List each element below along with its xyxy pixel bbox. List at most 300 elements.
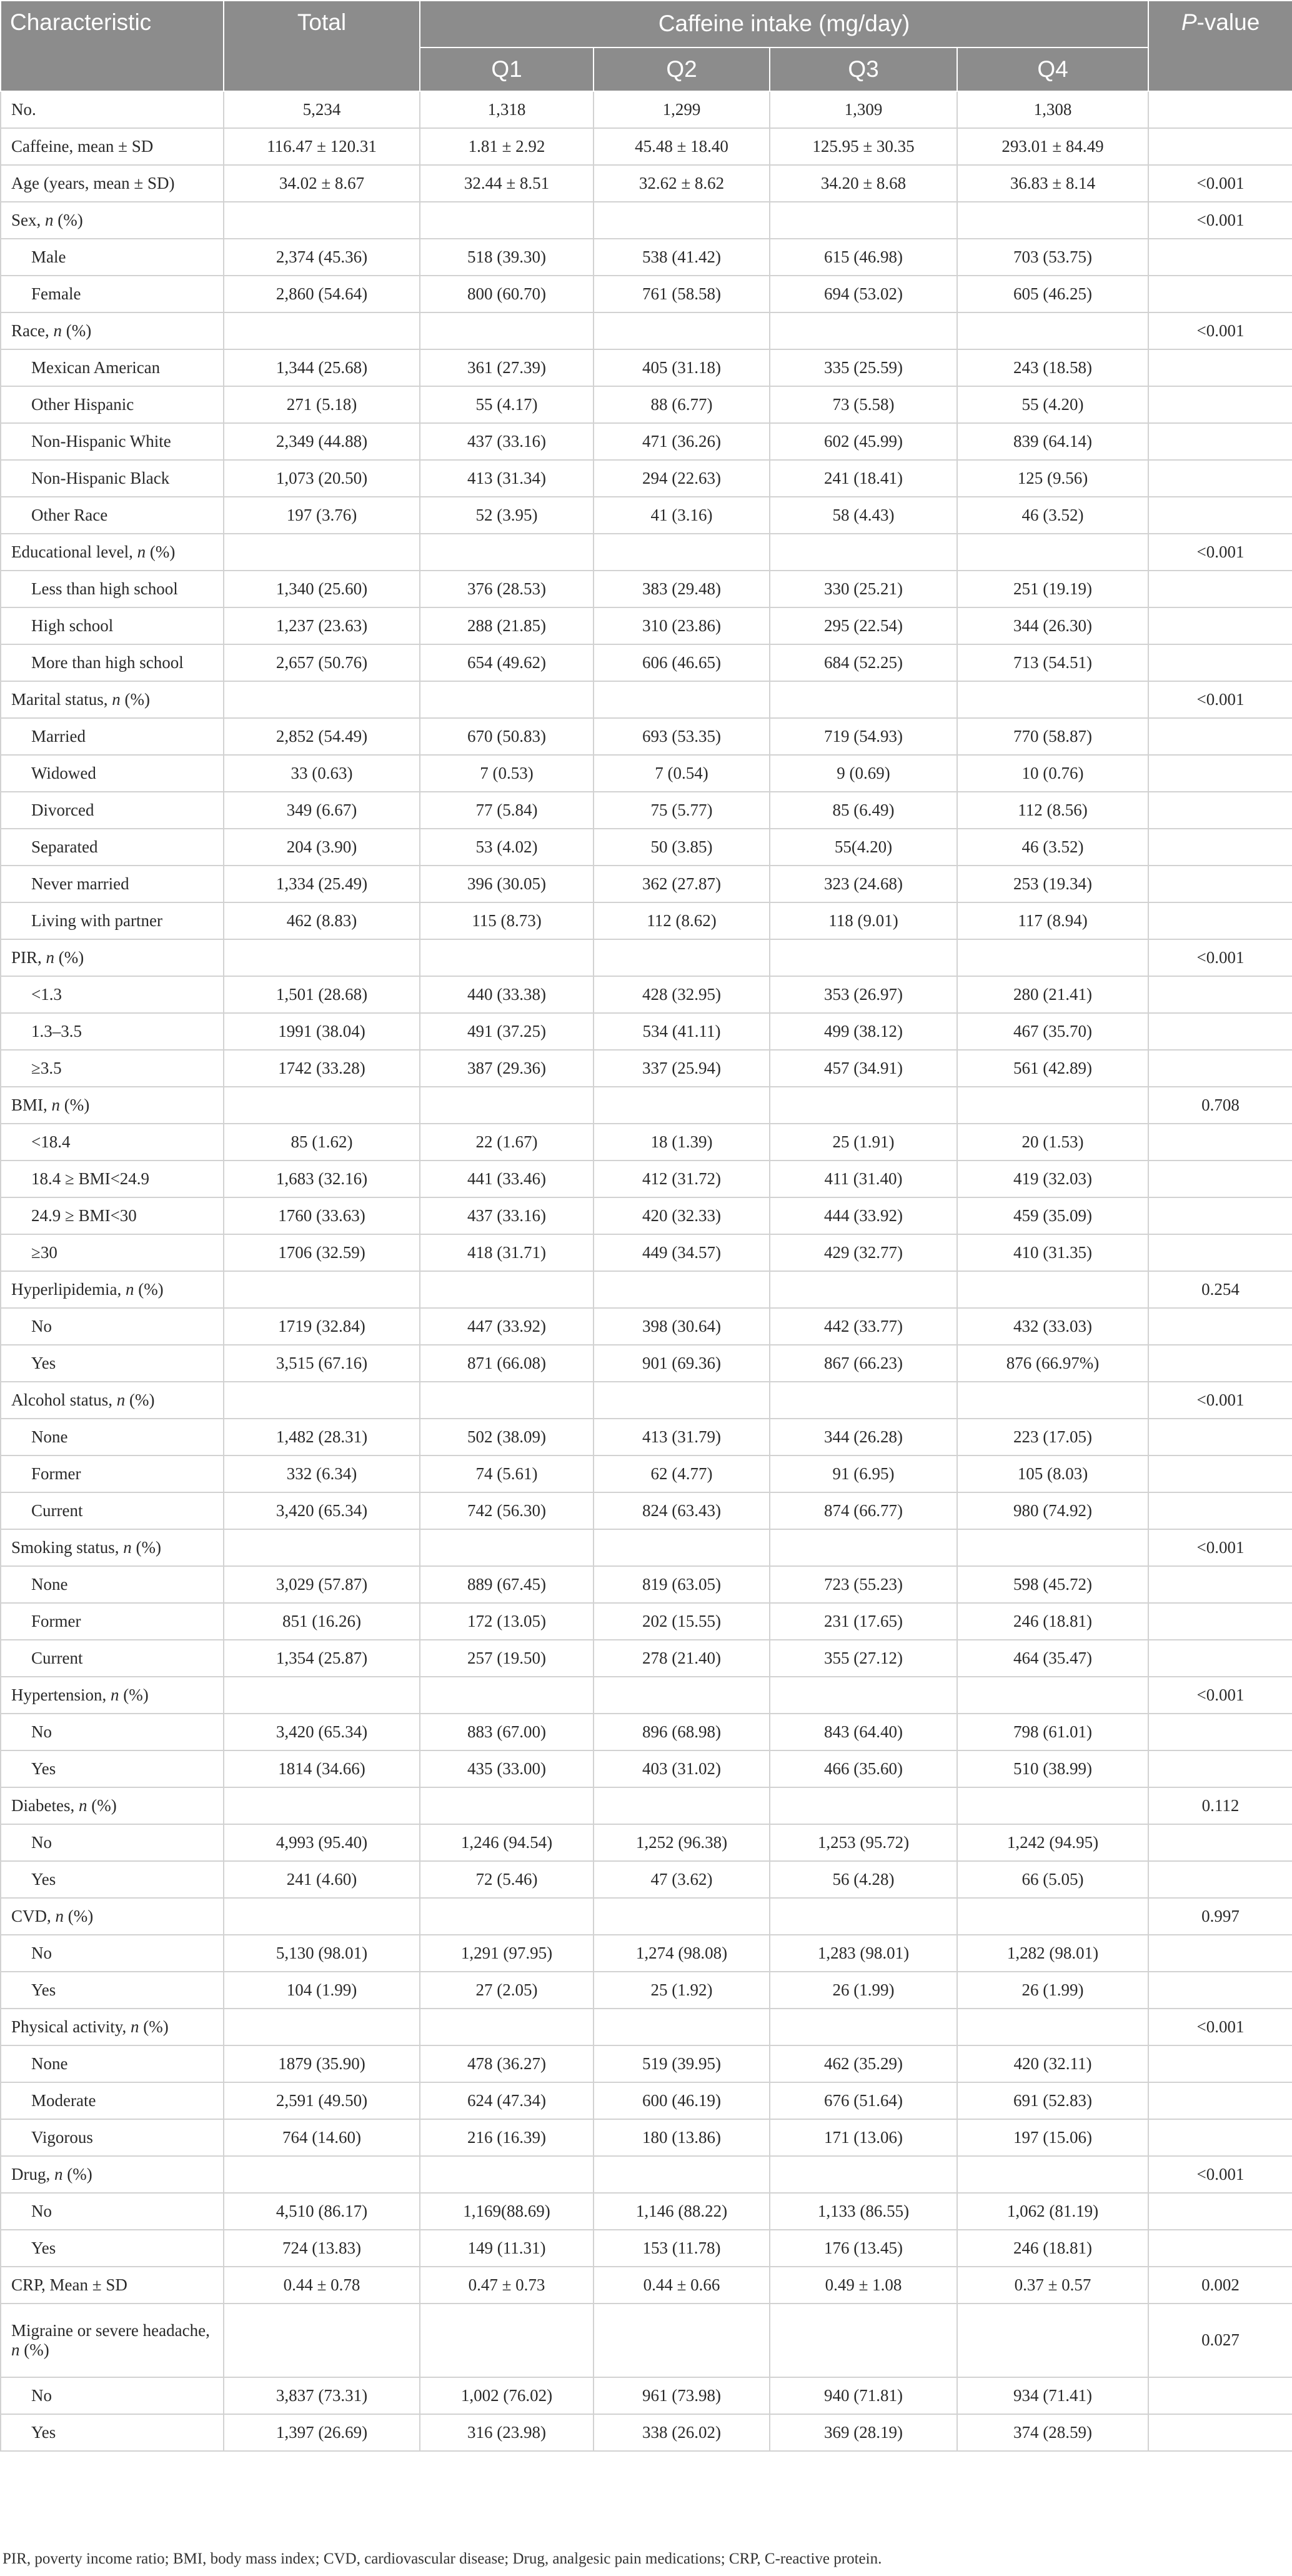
cell-q3: 176 (13.45) [770, 2230, 957, 2267]
table-row [1, 1935, 1292, 1972]
label-italic: n [130, 2017, 139, 2036]
subcategory-label [1, 2082, 224, 2119]
header-total: Total [224, 1, 420, 91]
cell-q4: 798 (61.01) [957, 1714, 1148, 1750]
characteristic-label [1, 202, 224, 239]
table-row [1, 939, 1292, 976]
cell-q1: 871 (66.08) [420, 1345, 594, 1382]
cell-q1 [420, 2304, 594, 2377]
subcategory-label [1, 976, 224, 1013]
cell-q1: 376 (28.53) [420, 571, 594, 607]
label-text: Female [31, 284, 81, 303]
table-row [1, 165, 1292, 202]
label-text: Race, [11, 321, 54, 340]
cell-q1 [420, 202, 594, 239]
cell-total: 271 (5.18) [224, 386, 420, 423]
cell-q4: 112 (8.56) [957, 792, 1148, 829]
subcategory-label [1, 1013, 224, 1050]
label-text: Current [31, 1500, 83, 1520]
label-suffix: (%) [87, 1795, 117, 1815]
table-row [1, 349, 1292, 386]
p-value-cell [1148, 1566, 1292, 1603]
table-row [1, 866, 1292, 902]
cell-q1 [420, 312, 594, 349]
cell-q2: 1,146 (88.22) [594, 2193, 770, 2230]
label-suffix: (%) [131, 1537, 162, 1557]
subcategory-label [1, 829, 224, 866]
p-value-cell [1148, 349, 1292, 386]
table-row [1, 423, 1292, 460]
p-value-cell: 0.002 [1148, 2267, 1292, 2304]
cell-q4: 605 (46.25) [957, 276, 1148, 312]
cell-total: 1,683 (32.16) [224, 1161, 420, 1197]
cell-q2: 338 (26.02) [594, 2414, 770, 2451]
characteristic-label [1, 1787, 224, 1824]
p-value-cell: 0.112 [1148, 1787, 1292, 1824]
cell-q4 [957, 1677, 1148, 1714]
cell-q2: 45.48 ± 18.40 [594, 128, 770, 165]
subcategory-label [1, 1455, 224, 1492]
table-row [1, 2082, 1292, 2119]
table-row [1, 1382, 1292, 1419]
cell-q3 [770, 1087, 957, 1124]
header-p-value [1148, 1, 1292, 91]
cell-q1: 418 (31.71) [420, 1234, 594, 1271]
cell-total [224, 1787, 420, 1824]
label-text: ≥3.5 [31, 1058, 62, 1077]
cell-total: 1991 (38.04) [224, 1013, 420, 1050]
cell-q2: 50 (3.85) [594, 829, 770, 866]
cell-total: 1,482 (28.31) [224, 1419, 420, 1455]
cell-q3 [770, 2304, 957, 2377]
table-row [1, 2045, 1292, 2082]
label-text: None [31, 2054, 68, 2073]
subcategory-label [1, 1124, 224, 1161]
subcategory-label [1, 2230, 224, 2267]
cell-total: 116.47 ± 120.31 [224, 128, 420, 165]
subcategory-label [1, 2377, 224, 2414]
subcategory-label [1, 792, 224, 829]
cell-q2: 1,274 (98.08) [594, 1935, 770, 1972]
label-text: Caffeine, mean ± SD [11, 136, 154, 156]
cell-q4: 36.83 ± 8.14 [957, 165, 1148, 202]
cell-total: 2,657 (50.76) [224, 644, 420, 681]
cell-total: 1,354 (25.87) [224, 1640, 420, 1677]
cell-q2: 403 (31.02) [594, 1750, 770, 1787]
cell-q2 [594, 202, 770, 239]
cell-total [224, 312, 420, 349]
table-row [1, 2267, 1292, 2304]
label-text: Other Race [31, 505, 108, 524]
label-text: Drug, [11, 2164, 54, 2184]
cell-q2: 294 (22.63) [594, 460, 770, 497]
label-italic: n [45, 210, 54, 229]
p-value-cell [1148, 755, 1292, 792]
cell-q2: 337 (25.94) [594, 1050, 770, 1087]
cell-q3: 34.20 ± 8.68 [770, 165, 957, 202]
cell-q4: 934 (71.41) [957, 2377, 1148, 2414]
cell-q2: 7 (0.54) [594, 755, 770, 792]
cell-total: 1706 (32.59) [224, 1234, 420, 1271]
label-text: Hyperlipidemia, [11, 1279, 126, 1299]
cell-q2: 1,252 (96.38) [594, 1824, 770, 1861]
cell-q2: 761 (58.58) [594, 276, 770, 312]
cell-q4 [957, 202, 1148, 239]
cell-q2: 519 (39.95) [594, 2045, 770, 2082]
cell-q1: 447 (33.92) [420, 1308, 594, 1345]
cell-q4: 459 (35.09) [957, 1197, 1148, 1234]
table-row [1, 312, 1292, 349]
cell-q2 [594, 1898, 770, 1935]
cell-q3: 241 (18.41) [770, 460, 957, 497]
cell-q3 [770, 312, 957, 349]
cell-total [224, 2304, 420, 2377]
cell-q2: 62 (4.77) [594, 1455, 770, 1492]
cell-q2 [594, 1677, 770, 1714]
p-value-cell [1148, 902, 1292, 939]
cell-q4: 419 (32.03) [957, 1161, 1148, 1197]
cell-total [224, 1529, 420, 1566]
p-value-cell [1148, 1308, 1292, 1345]
cell-q1: 32.44 ± 8.51 [420, 165, 594, 202]
cell-q4 [957, 1382, 1148, 1419]
cell-q3: 58 (4.43) [770, 497, 957, 534]
characteristic-label [1, 681, 224, 718]
label-italic: n [78, 1795, 87, 1815]
cell-q3: 940 (71.81) [770, 2377, 957, 2414]
p-value-cell [1148, 1161, 1292, 1197]
label-text: No [31, 1316, 52, 1335]
characteristic-label [1, 1271, 224, 1308]
cell-q1: 27 (2.05) [420, 1972, 594, 2009]
cell-q2: 25 (1.92) [594, 1972, 770, 2009]
table-row [1, 1455, 1292, 1492]
label-text: <18.4 [31, 1132, 71, 1151]
cell-q3 [770, 1382, 957, 1419]
characteristic-label [1, 2267, 224, 2304]
subcategory-label [1, 1419, 224, 1455]
cell-q4: 117 (8.94) [957, 902, 1148, 939]
p-value-cell [1148, 1050, 1292, 1087]
label-italic: n [55, 1906, 64, 1925]
table-footnote: PIR, poverty income ratio; BMI, body mass index; CVD, cardiovascular disease; Drug, analgesic pain medications; CRP, C-reactive protein. [2, 2550, 882, 2567]
cell-q4: 1,242 (94.95) [957, 1824, 1148, 1861]
cell-total: 241 (4.60) [224, 1861, 420, 1898]
table-row [1, 1087, 1292, 1124]
cell-q4: 1,062 (81.19) [957, 2193, 1148, 2230]
cell-total: 1760 (33.63) [224, 1197, 420, 1234]
cell-q1: 440 (33.38) [420, 976, 594, 1013]
subcategory-label [1, 239, 224, 276]
cell-q2: 896 (68.98) [594, 1714, 770, 1750]
label-text: CVD, [11, 1906, 56, 1925]
cell-total: 1,334 (25.49) [224, 866, 420, 902]
label-text: Current [31, 1648, 83, 1667]
label-text: Living with partner [31, 911, 162, 930]
cell-total: 4,993 (95.40) [224, 1824, 420, 1861]
cell-q3: 0.49 ± 1.08 [770, 2267, 957, 2304]
p-value-cell [1148, 1714, 1292, 1750]
cell-q4: 251 (19.19) [957, 571, 1148, 607]
subcategory-label [1, 1714, 224, 1750]
label-text: Physical activity, [11, 2017, 131, 2036]
label-text: Less than high school [31, 579, 178, 598]
p-value-cell: <0.001 [1148, 681, 1292, 718]
characteristic-label [1, 1529, 224, 1566]
p-value-cell [1148, 1345, 1292, 1382]
cell-total: 34.02 ± 8.67 [224, 165, 420, 202]
table-row [1, 644, 1292, 681]
cell-q3: 1,133 (86.55) [770, 2193, 957, 2230]
characteristic-label [1, 1087, 224, 1124]
cell-q4: 703 (53.75) [957, 239, 1148, 276]
subcategory-label [1, 2414, 224, 2451]
p-value-cell: <0.001 [1148, 1529, 1292, 1566]
cell-q2: 819 (63.05) [594, 1566, 770, 1603]
table-body [1, 91, 1292, 2451]
label-text: No [31, 1832, 52, 1852]
label-suffix: (%) [146, 542, 176, 561]
cell-q1: 518 (39.30) [420, 239, 594, 276]
p-value-cell: 0.254 [1148, 1271, 1292, 1308]
label-italic: n [51, 1095, 61, 1114]
table-row [1, 1714, 1292, 1750]
cell-q2: 600 (46.19) [594, 2082, 770, 2119]
p-value-cell: 0.027 [1148, 2304, 1292, 2377]
cell-q3: 723 (55.23) [770, 1566, 957, 1603]
p-value-cell [1148, 1603, 1292, 1640]
subcategory-label [1, 386, 224, 423]
p-value-cell: 0.708 [1148, 1087, 1292, 1124]
cell-q2: 88 (6.77) [594, 386, 770, 423]
label-italic: n [116, 1390, 126, 1409]
cell-q4: 839 (64.14) [957, 423, 1148, 460]
cell-q2 [594, 312, 770, 349]
cell-q1 [420, 1787, 594, 1824]
cell-q1 [420, 534, 594, 571]
subcategory-label [1, 1492, 224, 1529]
cell-q1: 437 (33.16) [420, 1197, 594, 1234]
cell-total: 3,029 (57.87) [224, 1566, 420, 1603]
label-suffix: (%) [125, 1390, 155, 1409]
label-text: Age (years, mean ± SD) [11, 173, 175, 192]
cell-q3: 411 (31.40) [770, 1161, 957, 1197]
cell-total [224, 1382, 420, 1419]
label-text: Yes [31, 1869, 56, 1889]
table-row [1, 534, 1292, 571]
p-value-cell: <0.001 [1148, 2009, 1292, 2045]
subcategory-label [1, 1050, 224, 1087]
subcategory-label [1, 1750, 224, 1787]
p-value-cell [1148, 1640, 1292, 1677]
cell-q4 [957, 939, 1148, 976]
table-row [1, 386, 1292, 423]
p-value-cell: <0.001 [1148, 202, 1292, 239]
cell-q4: 691 (52.83) [957, 2082, 1148, 2119]
cell-total: 1719 (32.84) [224, 1308, 420, 1345]
cell-q2 [594, 2009, 770, 2045]
characteristic-label [1, 2009, 224, 2045]
cell-total [224, 534, 420, 571]
cell-q1 [420, 1898, 594, 1935]
characteristic-label [1, 165, 224, 202]
label-suffix: (%) [64, 1906, 94, 1925]
label-text: Educational level, [11, 542, 137, 561]
label-italic: n [112, 689, 121, 709]
cell-q3: 9 (0.69) [770, 755, 957, 792]
cell-q2: 693 (53.35) [594, 718, 770, 755]
cell-q1: 883 (67.00) [420, 1714, 594, 1750]
cell-q2: 153 (11.78) [594, 2230, 770, 2267]
subcategory-label [1, 2045, 224, 2082]
p-value-cell [1148, 792, 1292, 829]
p-value-cell [1148, 571, 1292, 607]
cell-q4: 598 (45.72) [957, 1566, 1148, 1603]
characteristic-label [1, 939, 224, 976]
cell-q3 [770, 202, 957, 239]
cell-q4: 197 (15.06) [957, 2119, 1148, 2156]
label-text: Separated [31, 837, 98, 856]
cell-q4: 980 (74.92) [957, 1492, 1148, 1529]
p-value-cell [1148, 91, 1292, 128]
cell-q2: 398 (30.64) [594, 1308, 770, 1345]
cell-q3: 499 (38.12) [770, 1013, 957, 1050]
subcategory-label [1, 460, 224, 497]
subcategory-label [1, 1308, 224, 1345]
cell-q1 [420, 1271, 594, 1308]
cell-q4: 55 (4.20) [957, 386, 1148, 423]
cell-q1: 478 (36.27) [420, 2045, 594, 2082]
cell-total [224, 939, 420, 976]
cell-q2 [594, 1087, 770, 1124]
table-row [1, 276, 1292, 312]
cell-q4: 20 (1.53) [957, 1124, 1148, 1161]
table-row [1, 1419, 1292, 1455]
cell-q4: 770 (58.87) [957, 718, 1148, 755]
cell-q3: 353 (26.97) [770, 976, 957, 1013]
table-row [1, 2414, 1292, 2451]
label-text: Former [31, 1611, 81, 1630]
p-value-cell [1148, 2377, 1292, 2414]
label-suffix: (%) [120, 689, 150, 709]
cell-q2: 961 (73.98) [594, 2377, 770, 2414]
table-row [1, 792, 1292, 829]
cell-q2: 0.44 ± 0.66 [594, 2267, 770, 2304]
p-value-cell: 0.997 [1148, 1898, 1292, 1935]
label-text: Mexican American [31, 357, 161, 377]
cell-q3: 442 (33.77) [770, 1308, 957, 1345]
cell-q4: 344 (26.30) [957, 607, 1148, 644]
table-row [1, 607, 1292, 644]
header-p-italic: P [1181, 9, 1197, 35]
table-row [1, 1824, 1292, 1861]
p-value-cell [1148, 128, 1292, 165]
cell-q4: 10 (0.76) [957, 755, 1148, 792]
p-value-cell [1148, 1197, 1292, 1234]
cell-q2: 310 (23.86) [594, 607, 770, 644]
cell-q1: 7 (0.53) [420, 755, 594, 792]
p-value-cell: <0.001 [1148, 1382, 1292, 1419]
cell-total [224, 1677, 420, 1714]
cell-q2 [594, 1271, 770, 1308]
cell-q4: 280 (21.41) [957, 976, 1148, 1013]
label-suffix: (%) [134, 1279, 164, 1299]
cell-q1: 55 (4.17) [420, 386, 594, 423]
cell-q3: 444 (33.92) [770, 1197, 957, 1234]
cell-q1: 316 (23.98) [420, 2414, 594, 2451]
cell-q2: 412 (31.72) [594, 1161, 770, 1197]
cell-q2: 413 (31.79) [594, 1419, 770, 1455]
header-p-rest: -value [1196, 9, 1260, 35]
cell-q4: 243 (18.58) [957, 349, 1148, 386]
subcategory-label [1, 644, 224, 681]
cell-q4: 1,308 [957, 91, 1148, 128]
cell-q3: 602 (45.99) [770, 423, 957, 460]
cell-q2: 18 (1.39) [594, 1124, 770, 1161]
cell-q2: 1,299 [594, 91, 770, 128]
cell-q3: 231 (17.65) [770, 1603, 957, 1640]
header-q4: Q4 [957, 47, 1148, 91]
label-text: Yes [31, 1980, 56, 1999]
label-text: Non-Hispanic White [31, 431, 171, 451]
p-value-cell [1148, 2193, 1292, 2230]
cell-q3 [770, 1529, 957, 1566]
cell-q1: 361 (27.39) [420, 349, 594, 386]
cell-q4: 46 (3.52) [957, 829, 1148, 866]
table-row [1, 497, 1292, 534]
cell-q1: 1,002 (76.02) [420, 2377, 594, 2414]
cell-q3: 466 (35.60) [770, 1750, 957, 1787]
label-text: PIR, [11, 947, 46, 967]
cell-q1: 441 (33.46) [420, 1161, 594, 1197]
characteristic-label [1, 1898, 224, 1935]
subcategory-label [1, 1197, 224, 1234]
cell-q4: 876 (66.97%) [957, 1345, 1148, 1382]
header-caffeine-intake: Caffeine intake (mg/day) [420, 1, 1148, 47]
label-text: High school [31, 616, 114, 635]
label-text: No [31, 2385, 52, 2405]
cell-q1: 1.81 ± 2.92 [420, 128, 594, 165]
cell-total: 1742 (33.28) [224, 1050, 420, 1087]
p-value-cell [1148, 386, 1292, 423]
cell-q4 [957, 2009, 1148, 2045]
cell-q2: 534 (41.11) [594, 1013, 770, 1050]
cell-q1 [420, 939, 594, 976]
table-row [1, 1677, 1292, 1714]
cell-total: 104 (1.99) [224, 1972, 420, 2009]
cell-q2 [594, 1529, 770, 1566]
cell-q2: 202 (15.55) [594, 1603, 770, 1640]
subcategory-label [1, 349, 224, 386]
cell-q3: 55(4.20) [770, 829, 957, 866]
cell-q2: 428 (32.95) [594, 976, 770, 1013]
cell-q1: 1,169(88.69) [420, 2193, 594, 2230]
table-row [1, 1197, 1292, 1234]
cell-q3: 429 (32.77) [770, 1234, 957, 1271]
cell-q4: 46 (3.52) [957, 497, 1148, 534]
cell-q3: 355 (27.12) [770, 1640, 957, 1677]
p-value-cell [1148, 1972, 1292, 2009]
cell-total: 462 (8.83) [224, 902, 420, 939]
cell-q3 [770, 2009, 957, 2045]
cell-q2 [594, 2304, 770, 2377]
cell-q3: 684 (52.25) [770, 644, 957, 681]
cell-q3: 874 (66.77) [770, 1492, 957, 1529]
cell-q1: 396 (30.05) [420, 866, 594, 902]
cell-total: 2,852 (54.49) [224, 718, 420, 755]
cell-q3: 26 (1.99) [770, 1972, 957, 2009]
subcategory-label [1, 1640, 224, 1677]
